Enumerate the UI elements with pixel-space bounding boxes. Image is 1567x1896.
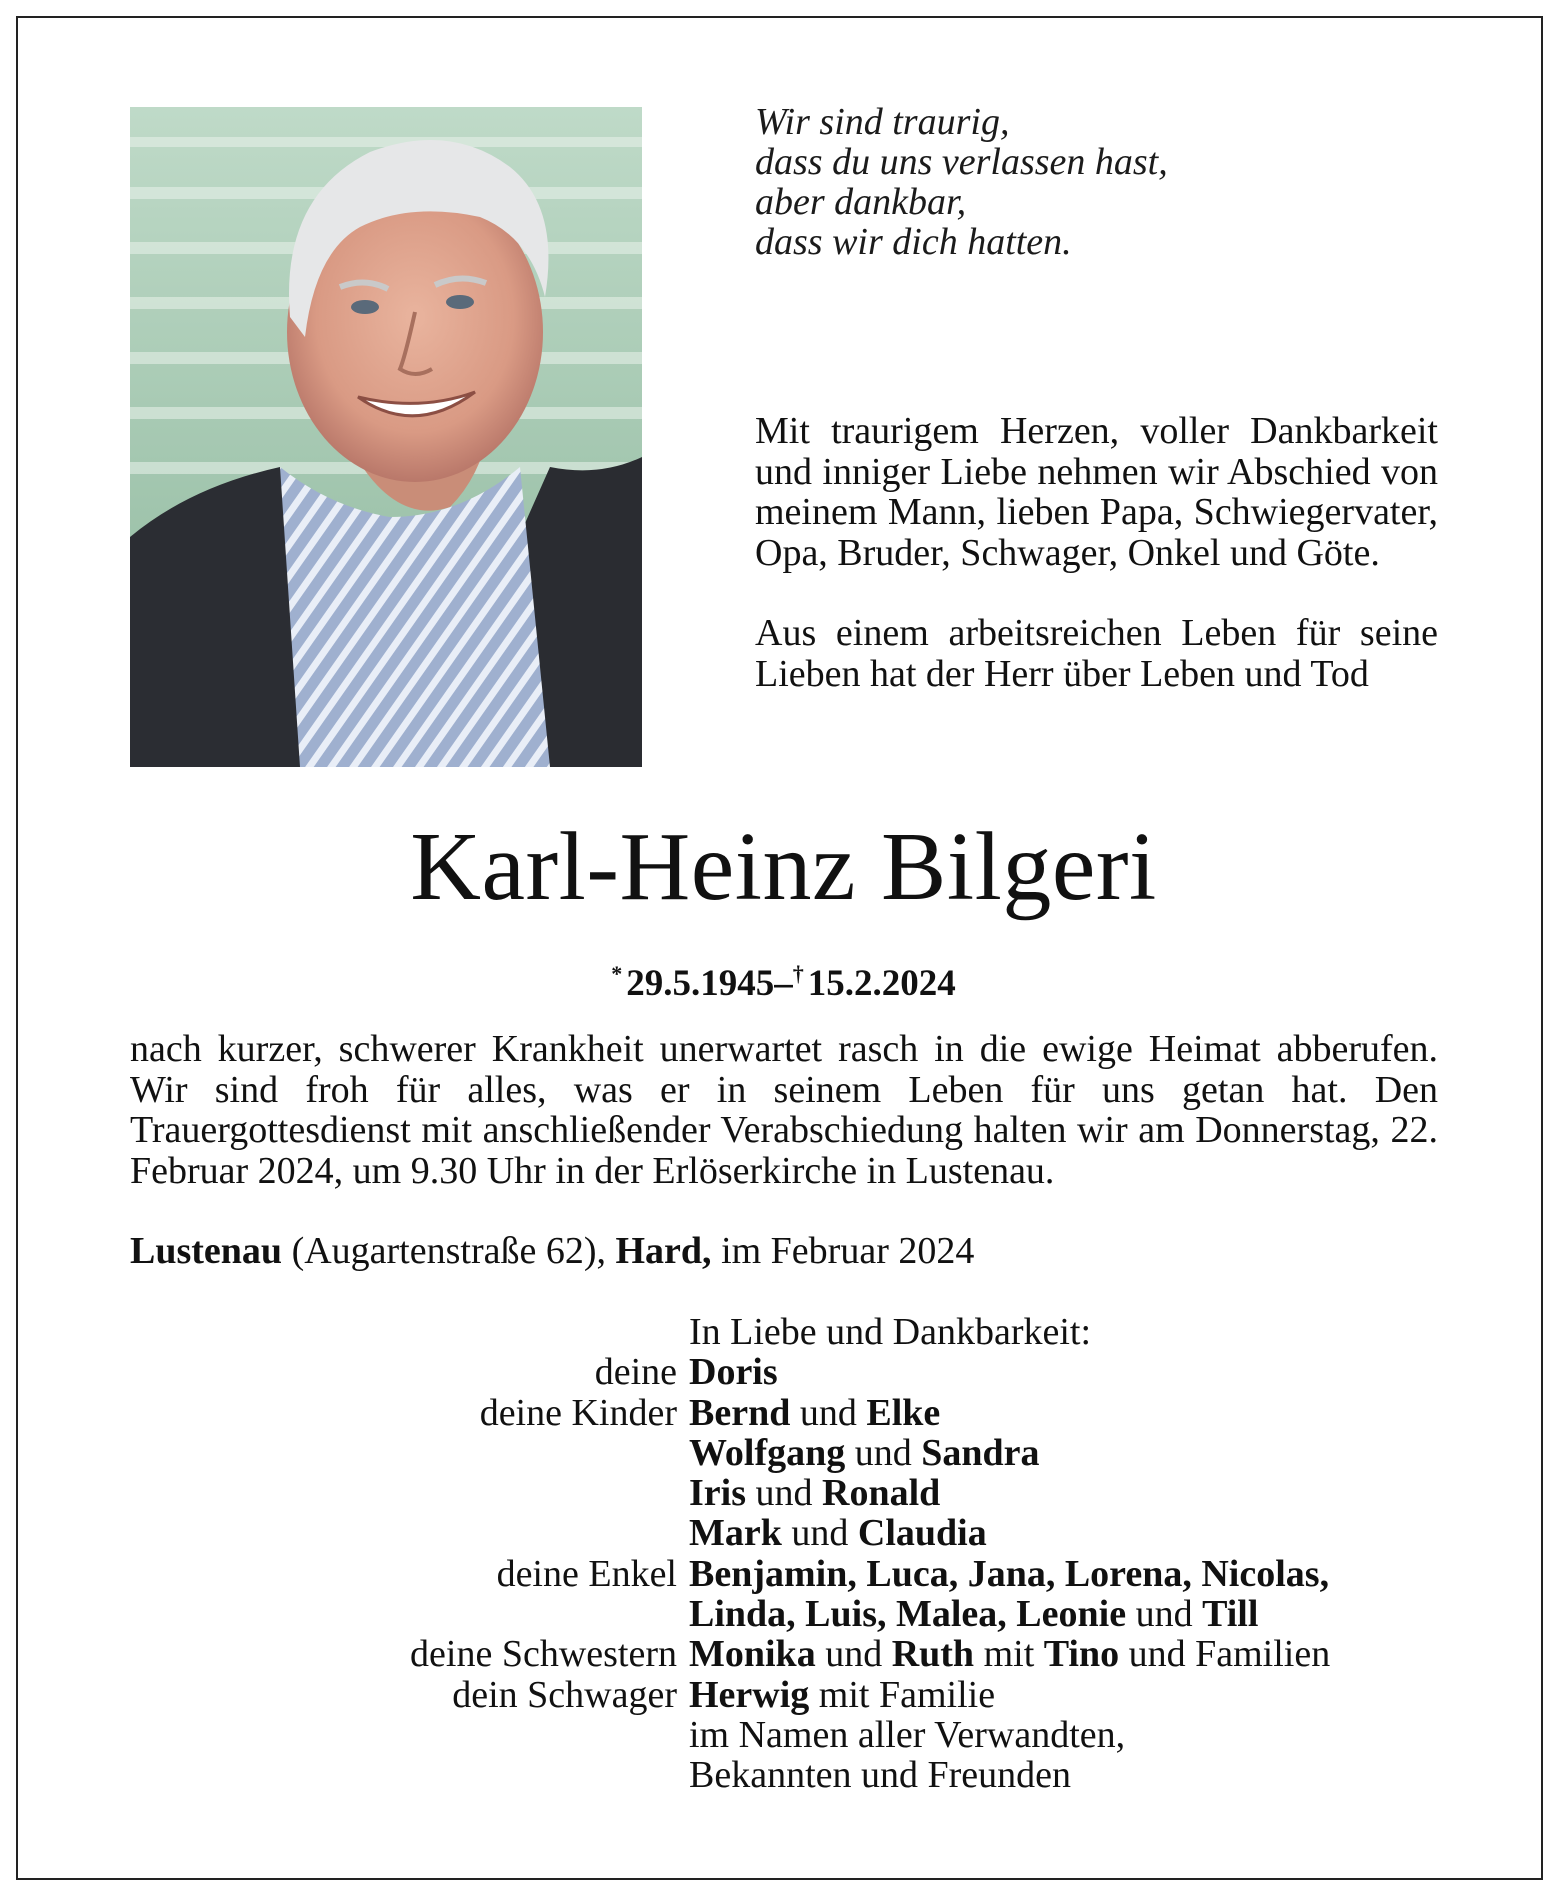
mourner-relation — [0, 1473, 689, 1513]
mourner-names — [689, 1513, 987, 1553]
mourner-names — [689, 1634, 1330, 1674]
place-and-date — [130, 1230, 974, 1272]
quote-line: Wir sind traurig, — [755, 101, 1010, 143]
mourner-names — [689, 1594, 1258, 1634]
mourner-relation: deine Enkel — [496, 1552, 677, 1595]
mourner-name: Benjamin, Luca, Jana, Lorena, Nicolas, — [689, 1552, 1330, 1595]
place-address: (Augartenstraße 62), — [291, 1230, 606, 1272]
portrait-photo — [130, 107, 642, 767]
mourners-list — [0, 1312, 1567, 1796]
mourner-row — [0, 1675, 1567, 1715]
mourner-relation: deine Kinder — [479, 1391, 677, 1434]
mourner-connector: und — [781, 1512, 858, 1555]
mourner-row — [0, 1715, 1567, 1755]
mourner-connector: und Familien — [1119, 1633, 1331, 1676]
mourner-name: Iris — [689, 1472, 746, 1515]
mourner-names — [689, 1675, 995, 1715]
birth-date: 29.5.1945 — [626, 963, 775, 1004]
quote-line: dass wir dich hatten. — [755, 221, 1072, 263]
mourner-row — [0, 1634, 1567, 1674]
mourner-row — [0, 1755, 1567, 1795]
mourner-row — [0, 1554, 1567, 1594]
mourner-relation — [0, 1513, 689, 1553]
birth-symbol: * — [611, 961, 623, 986]
intro-text — [755, 411, 1438, 734]
mourner-names — [689, 1393, 940, 1433]
mourner-name: Doris — [689, 1351, 778, 1394]
mourner-connector: im Namen aller Verwandten, — [689, 1713, 1126, 1756]
death-symbol: † — [792, 961, 804, 986]
death-date: 15.2.2024 — [807, 963, 956, 1004]
mourner-relation: dein Schwager — [452, 1673, 677, 1716]
mourner-names — [689, 1433, 1040, 1473]
mourner-name: Ronald — [822, 1472, 941, 1515]
announcement-text: nach kurzer, schwerer Krankheit unerwartet rasch in die ewige Heimat abberufen. Wir sind froh für alles, was er in seinem Leben für uns getan hat. Den Trauergottesdienst mit anschließender Verabschiedung halten wir am Donnerstag, 22. Februar 2024, um 9.30 Uhr in der Erlöserkirche in Lustenau. — [130, 1028, 1438, 1192]
mourner-names — [689, 1473, 940, 1513]
mourner-relation — [0, 1755, 689, 1795]
mourner-name: Elke — [866, 1391, 941, 1434]
mourner-row — [0, 1473, 1567, 1513]
mourner-relation: deine — [594, 1351, 677, 1394]
date-separator: – — [774, 963, 793, 1004]
place-city-1: Lustenau — [130, 1230, 283, 1272]
mourner-relation — [0, 1594, 689, 1634]
mourner-connector: und — [815, 1633, 892, 1676]
mourner-names — [689, 1554, 1329, 1594]
mourner-names — [689, 1715, 1125, 1755]
mourners-heading-row — [0, 1312, 1567, 1352]
quote-line: dass du uns verlassen hast, — [755, 141, 1168, 183]
mourner-relation: deine Schwestern — [410, 1633, 677, 1676]
mourner-connector: und — [1126, 1593, 1203, 1636]
quote-line: aber dankbar, — [755, 181, 967, 223]
place-city-2: Hard, — [615, 1230, 712, 1272]
mourner-row — [0, 1513, 1567, 1553]
place-date: im Februar 2024 — [721, 1230, 975, 1272]
intro-paragraph-1: Mit traurigem Herzen, voller Dankbarkeit und inniger Liebe nehmen wir Abschied von meinem Mann, lieben Papa, Schwiegervater, Opa, Bruder, Schwager, Onkel und Göte. — [755, 410, 1438, 574]
mourner-connector: Bekannten und Freunden — [689, 1754, 1072, 1797]
mourner-row — [0, 1433, 1567, 1473]
deceased-name: Karl-Heinz Bilgeri — [410, 813, 1157, 921]
mourner-row — [0, 1393, 1567, 1433]
mourner-name: Linda, Luis, Malea, Leonie — [689, 1593, 1127, 1636]
mourners-heading: In Liebe und Dankbarkeit: — [689, 1311, 1092, 1353]
mourner-names — [689, 1352, 778, 1392]
mourner-connector: mit Familie — [809, 1673, 996, 1716]
mourner-name: Monika — [689, 1633, 816, 1676]
mourner-name: Ruth — [891, 1633, 975, 1676]
mourner-connector: und — [746, 1472, 822, 1515]
mourner-connector: und — [790, 1391, 867, 1434]
life-dates — [0, 952, 1567, 1006]
intro-paragraph-2: Aus einem arbeitsreichen Leben für seine Lieben hat der Herr über Leben und Tod — [755, 612, 1438, 695]
quote-verse — [755, 102, 1455, 262]
mourner-name: Bernd — [689, 1391, 791, 1434]
mourner-connector: mit — [974, 1633, 1044, 1676]
mourner-name: Till — [1202, 1593, 1259, 1636]
mourner-row — [0, 1594, 1567, 1634]
mourner-names — [689, 1755, 1071, 1795]
mourner-name: Tino — [1043, 1633, 1120, 1676]
mourner-name: Wolfgang — [689, 1431, 846, 1474]
portrait-image — [130, 107, 642, 767]
mourner-connector: und — [845, 1431, 922, 1474]
mourner-name: Mark — [689, 1512, 782, 1555]
mourner-row — [0, 1352, 1567, 1392]
mourner-relation — [0, 1433, 689, 1473]
mourner-name: Herwig — [689, 1673, 810, 1716]
mourner-name: Claudia — [857, 1512, 987, 1555]
mourner-name: Sandra — [921, 1431, 1040, 1474]
mourner-relation — [0, 1715, 689, 1755]
